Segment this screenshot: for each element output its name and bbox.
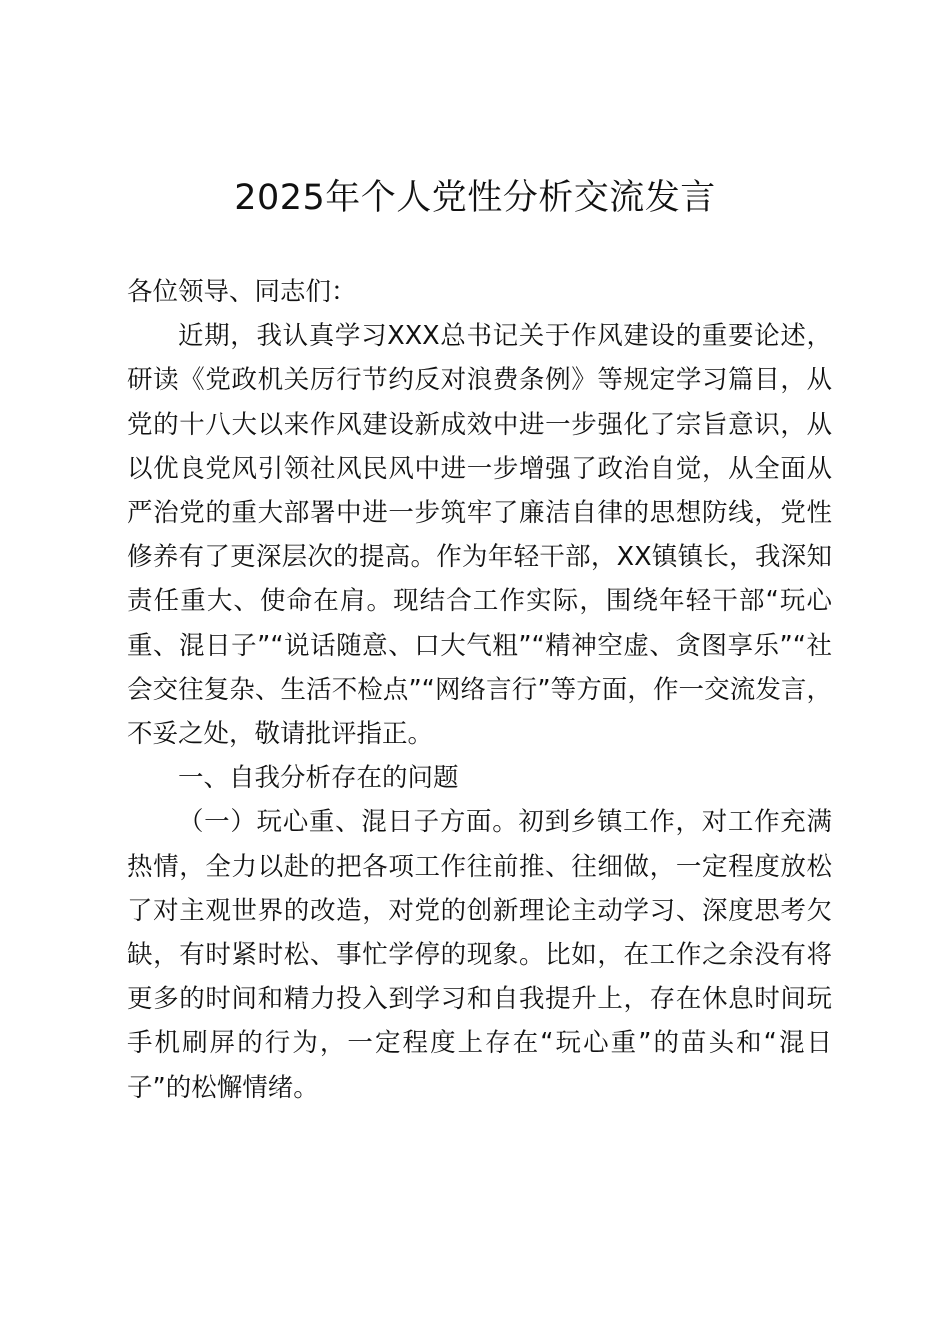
section-heading-1: 一、自我分析存在的问题: [178, 763, 459, 794]
document-body: [127, 270, 832, 1110]
paragraph-subsection-1: （一）玩心重、混日子方面。初到乡镇工作，对工作充满热情，全力以赴的把各项工作往前推、往细做，一定程度放松了对主观世界的改造，对党的创新理论主动学习、深度思考欠缺，有时紧时松、事忙学停的现象。比如，在工作之余没有将更多的时间和精力投入到学习和自我提升上，存在休息时间玩手机刷屏的行为，一定程度上存在“玩心重”的苗头和“混日子”的松懈情绪。: [127, 807, 832, 1103]
paragraph-intro: 近期，我认真学习XXX总书记关于作风建设的重要论述，研读《党政机关厉行节约反对浪费条例》等规定学习篇目，从党的十八大以来作风建设新成效中进一步强化了宗旨意识，从以优良党风引领社风民风中进一步增强了政治自觉，从全面从严治党的重大部署中进一步筑牢了廉洁自律的思想防线，党性修养有了更深层次的提高。作为年轻干部，XX镇镇长，我深知责任重大、使命在肩。现结合工作实际，围绕年轻干部“玩心重、混日子”“说话随意、口大气粗”“精神空虚、贪图享乐”“社会交往复杂、生活不检点”“网络言行”等方面，作一交流发言，不妥之处，敬请批评指正。: [127, 321, 832, 750]
document-title: 2025年个人党性分析交流发言: [234, 178, 716, 218]
salutation: 各位领导、同志们：: [127, 277, 357, 307]
